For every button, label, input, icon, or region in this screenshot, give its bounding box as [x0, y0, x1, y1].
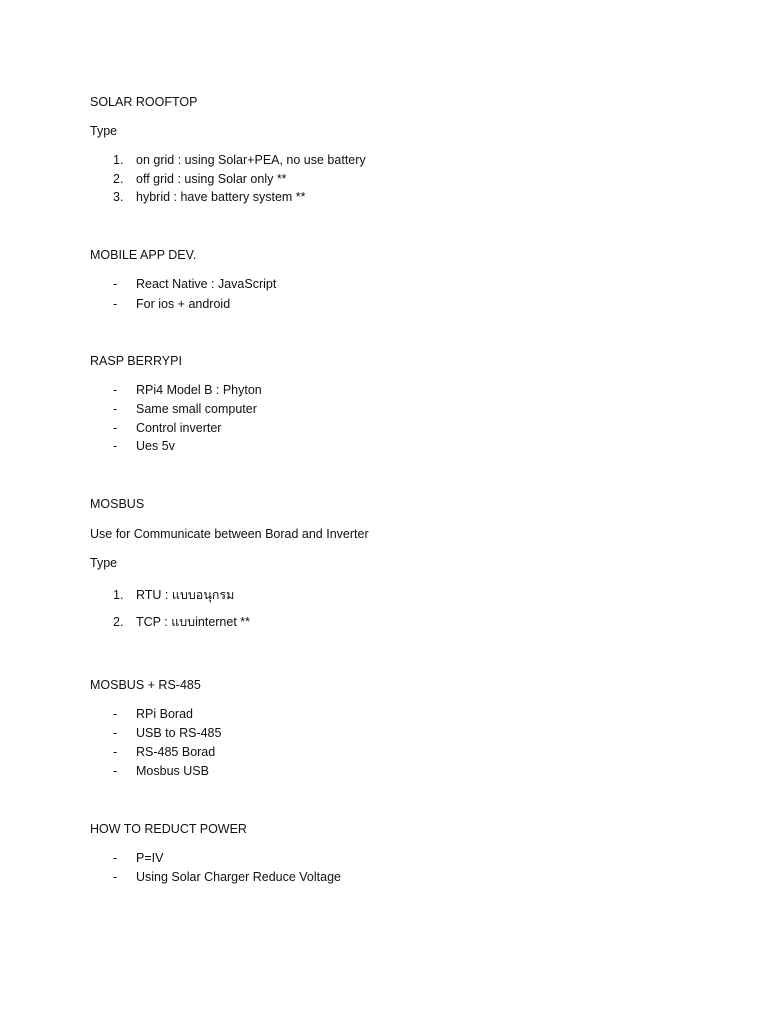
list-marker: 2.: [113, 615, 124, 629]
solar-type-label: Type: [90, 124, 118, 138]
list-marker: -: [113, 851, 118, 865]
list-marker: -: [113, 439, 118, 453]
list-marker: -: [113, 277, 118, 291]
section-heading-reduct-power: HOW TO REDUCT POWER: [90, 822, 247, 836]
list-item-rtu: RTU : แบบอนุกรม: [136, 588, 235, 602]
list-marker: -: [113, 421, 118, 435]
section-heading-mobile-app-dev: MOBILE APP DEV.: [90, 248, 197, 262]
mosbus-description: Use for Communicate between Borad and Inverter: [90, 527, 369, 541]
list-item-rs485-borad: RS-485 Borad: [136, 745, 216, 759]
section-heading-mosbus: MOSBUS: [90, 497, 145, 511]
list-item-rpi4: RPi4 Model B : Phyton: [136, 383, 262, 397]
list-marker: 1.: [113, 588, 124, 602]
list-item-solar-charger: Using Solar Charger Reduce Voltage: [136, 870, 341, 884]
list-item-uses-5v: Ues 5v: [136, 439, 175, 453]
list-item-mosbus-usb: Mosbus USB: [136, 764, 209, 778]
list-item-p-iv: P=IV: [136, 851, 164, 865]
list-marker: -: [113, 745, 118, 759]
list-marker: -: [113, 764, 118, 778]
list-marker: -: [113, 383, 118, 397]
list-item-react-native: React Native : JavaScript: [136, 277, 277, 291]
list-marker: -: [113, 707, 118, 721]
list-item-rpi-borad: RPi Borad: [136, 707, 193, 721]
list-marker: -: [113, 726, 118, 740]
list-item-small-computer: Same small computer: [136, 402, 257, 416]
list-marker: -: [113, 402, 118, 416]
mosbus-type-label: Type: [90, 556, 118, 570]
list-item-on-grid: on grid : using Solar+PEA, no use battery: [136, 153, 366, 167]
list-marker: -: [113, 297, 118, 311]
list-item-off-grid: off grid : using Solar only **: [136, 172, 287, 186]
list-item-tcp: TCP : แบบinternet **: [136, 615, 251, 629]
list-marker: 3.: [113, 190, 124, 204]
section-heading-mosbus-rs485: MOSBUS + RS-485: [90, 678, 201, 692]
list-item-control-inverter: Control inverter: [136, 421, 222, 435]
list-item-usb-to-rs485: USB to RS-485: [136, 726, 222, 740]
list-item-hybrid: hybrid : have battery system **: [136, 190, 306, 204]
list-item-ios-android: For ios + android: [136, 297, 231, 311]
list-marker: 2.: [113, 172, 124, 186]
section-heading-rasp-berrypi: RASP BERRYPI: [90, 354, 182, 368]
list-marker: 1.: [113, 153, 124, 167]
list-marker: -: [113, 870, 118, 884]
section-heading-solar-rooftop: SOLAR ROOFTOP: [90, 95, 198, 109]
